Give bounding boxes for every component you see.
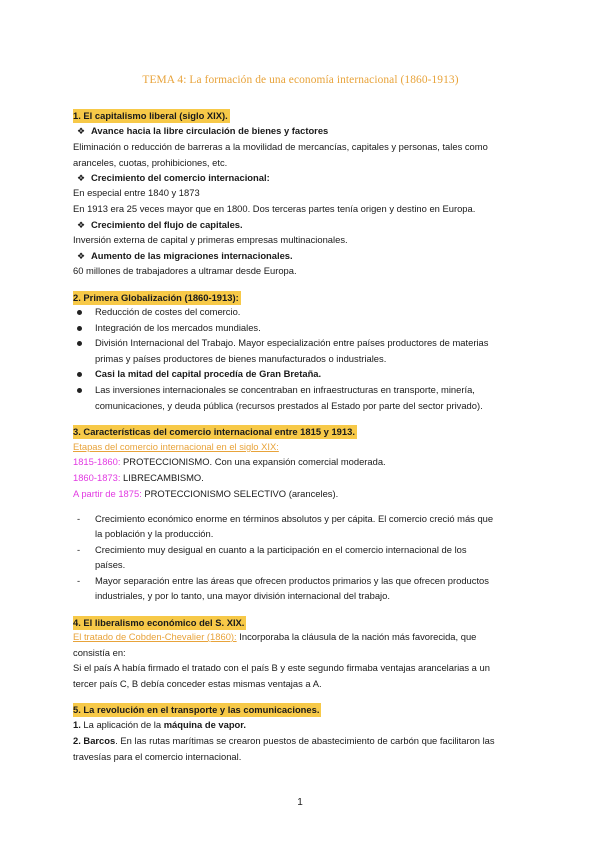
diamond-bullet-icon: ❖ [77,126,86,136]
dash-icon: - [77,544,81,555]
diamond-bullet-icon: ❖ [77,220,86,230]
s1-text-1b: aranceles, cuotas, prohibiciones, etc. [73,157,228,168]
s1-point-3: ❖ Crecimiento del flujo de capitales. [77,219,243,230]
s3-dash-1a: Crecimiento económico enorme en términos absolutos y per cápita. El comercio creció más que [95,513,494,524]
s4-treaty: El tratado de Cobden-Chevalier (1860): Incorporaba la cláusula de la nación más favorecida, que [73,631,477,642]
page-number: 1 [297,797,303,808]
s4-text-3: Si el país A había firmado el tratado con el país B y este segundo firmaba ventajas arancelarias a un [73,662,490,673]
section-5-heading: 5. La revolución en el transporte y las comunicaciones. [73,704,320,715]
s3-dash-3b: industriales, y por lo tanto, una mayor división internacional del trabajo. [95,590,390,601]
s1-point-4: ❖ Aumento de las migraciones internacionales. [77,250,293,261]
bullet-icon [77,310,82,315]
s3-dash-2b: países. [95,559,126,570]
s5-item-2a: 2. Barcos. En las rutas marítimas se crearon puestos de abastecimiento de carbón que facilitaron las [73,735,495,746]
s3-dash-2a: Crecimiento muy desigual en cuanto a la participación en el comercio internacional de los [95,544,467,555]
s2-bullet-3b: primas y países productores de bienes manufacturados o industriales. [95,353,387,364]
s1-text-1a: Eliminación o reducción de barreras a la movilidad de mercancías, capitales y personas, tales como [73,141,488,152]
s2-bullet-4: Casi la mitad del capital procedía de Gran Bretaña. [95,368,322,379]
s2-bullet-5b: comunicaciones, y deuda pública (recursos prestados al Estado por parte del sector privado). [95,400,483,411]
bullet-icon [77,326,82,331]
bullet-icon [77,341,82,346]
s3-stage-1: 1815-1860: PROTECCIONISMO. Con una expansión comercial moderada. [73,456,386,467]
s4-text-2: consistía en: [73,647,126,658]
s5-item-1: 1. La aplicación de la máquina de vapor. [73,719,247,730]
s3-stage-2: 1860-1873: LIBRECAMBISMO. [73,472,204,483]
s3-stage-3: A partir de 1875: PROTECCIONISMO SELECTIVO (aranceles). [73,488,339,499]
diamond-bullet-icon: ❖ [77,173,86,183]
s1-text-2b: En 1913 era 25 veces mayor que en 1800. Dos terceras partes tenía origen y destino en Europa. [73,203,476,214]
s2-bullet-3a: División Internacional del Trabajo. Mayor especialización entre países productores de materias [95,337,489,348]
bullet-icon [77,372,82,377]
s2-bullet-1: Reducción de costes del comercio. [95,306,241,317]
s2-bullet-5a: Las inversiones internacionales se concentraban en infraestructuras en transporte, minería, [95,384,475,395]
dash-icon: - [77,513,81,524]
section-2-heading: 2. Primera Globalización (1860-1913): [73,292,239,303]
section-1-heading: 1. El capitalismo liberal (siglo XIX). [73,110,228,121]
section-4-heading: 4. El liberalismo económico del S. XIX. [73,617,245,628]
s1-text-4: 60 millones de trabajadores a ultramar desde Europa. [73,265,297,276]
s5-item-2b: travesías para el comercio internacional. [73,751,242,762]
diamond-bullet-icon: ❖ [77,251,86,261]
bullet-icon [77,388,82,393]
s3-dash-1b: la población y la producción. [95,528,214,539]
s3-subheading: Etapas del comercio internacional en el siglo XIX: [73,441,279,452]
section-3-heading: 3. Características del comercio internacional entre 1815 y 1913. [73,426,355,437]
document-title: TEMA 4: La formación de una economía internacional (1860-1913) [142,74,459,86]
s4-text-4: tercer país C, B debía conceder estas mismas ventajas a A. [73,678,322,689]
s3-dash-3a: Mayor separación entre las áreas que ofrecen productos primarios y las que ofrecen productos [95,575,489,586]
s1-point-1: ❖ Avance hacia la libre circulación de bienes y factores [77,125,329,136]
s1-point-2: ❖ Crecimiento del comercio internacional: [77,172,270,183]
s1-text-3: Inversión externa de capital y primeras empresas multinacionales. [73,234,348,245]
s2-bullet-2: Integración de los mercados mundiales. [95,322,261,333]
dash-icon: - [77,575,81,586]
s1-text-2a: En especial entre 1840 y 1873 [73,187,200,198]
